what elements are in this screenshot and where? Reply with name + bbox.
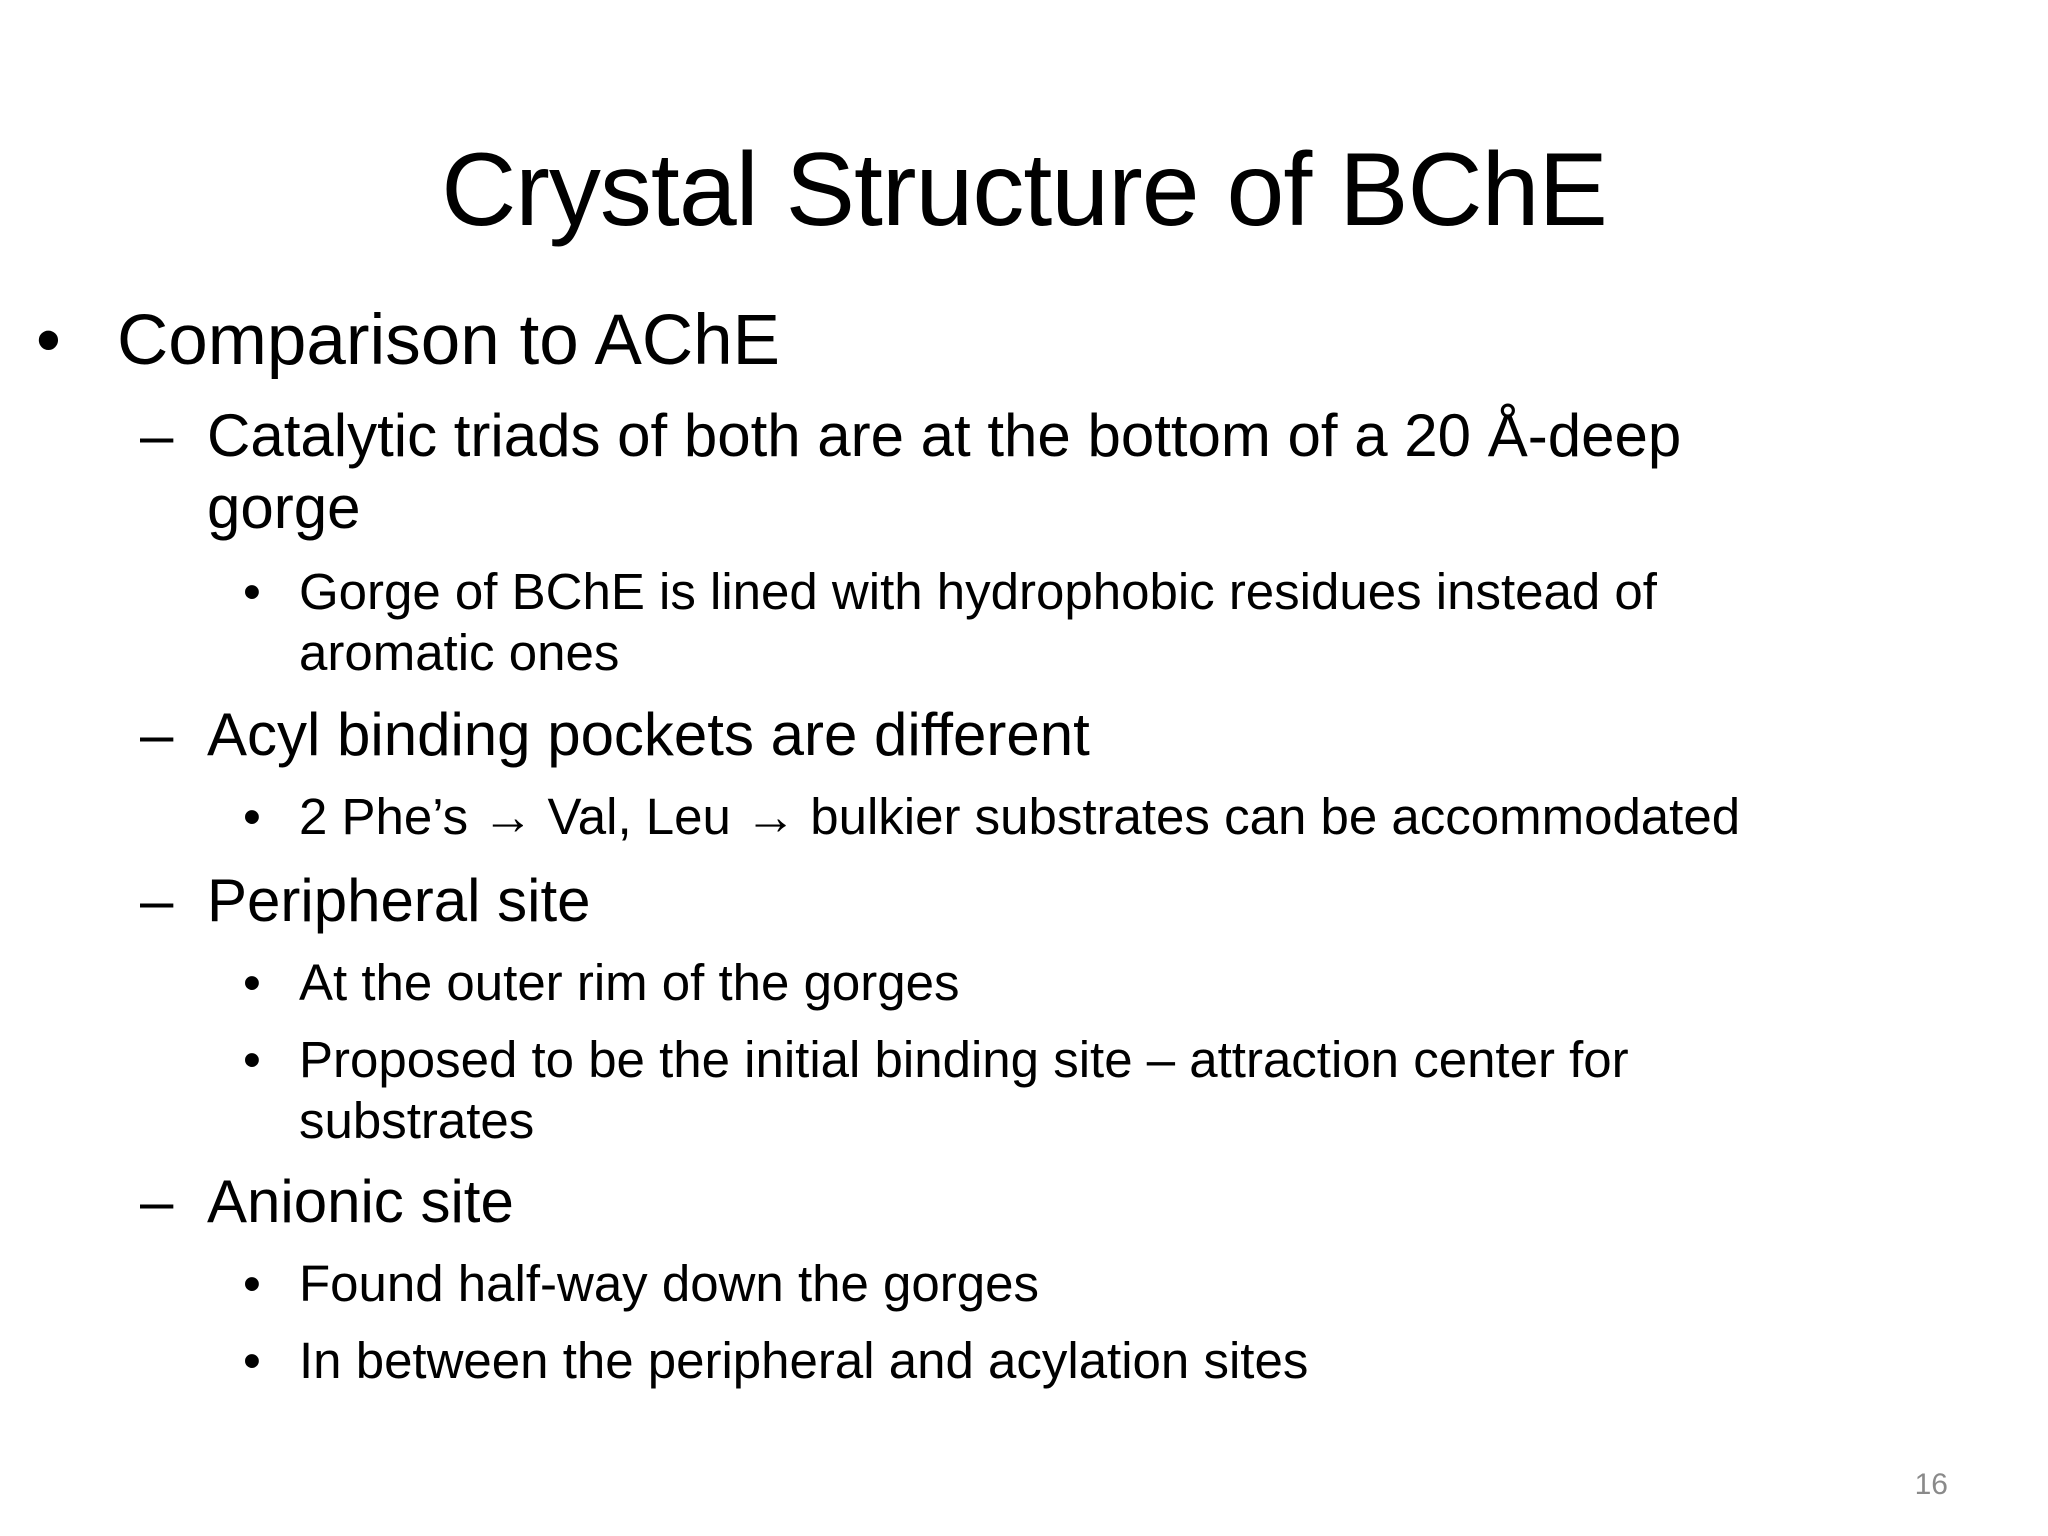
phe-part1: 2 Phe’s <box>299 788 469 845</box>
arrow-right-icon: → <box>482 788 534 845</box>
bullet-text: Comparison to AChE <box>117 301 780 380</box>
dash-marker: – <box>140 402 174 469</box>
subbullet-text: gorge <box>207 474 361 541</box>
phe-part2: Val, Leu <box>547 788 731 845</box>
slide-title: Crystal Structure of BChE <box>441 132 1607 248</box>
subsub-text: At the outer rim of the gorges <box>299 954 960 1011</box>
bullet-marker: • <box>243 954 261 1011</box>
dash-marker: – <box>140 1168 174 1235</box>
arrow-right-icon: → <box>745 788 797 845</box>
subsub-text: In between the peripheral and acylation sites <box>299 1332 1309 1389</box>
subbullet-text: Peripheral site <box>207 867 591 934</box>
subsub-text: Gorge of BChE is lined with hydrophobic residues instead of <box>299 563 1657 620</box>
phe-part3: bulkier substrates can be accommodated <box>810 788 1741 845</box>
bullet-marker: • <box>243 1031 261 1088</box>
page-number: 16 <box>1914 1468 1948 1501</box>
dash-marker: – <box>140 701 174 768</box>
subbullet-text: Catalytic triads of both are at the bottom of a 20 Å-deep <box>207 402 1682 469</box>
bullet-marker: • <box>243 788 261 845</box>
bullet-marker: • <box>36 301 61 380</box>
subsub-text: Found half-way down the gorges <box>299 1255 1039 1312</box>
subbullet-text: Anionic site <box>207 1168 514 1235</box>
bullet-marker: • <box>243 1255 261 1312</box>
subsub-text: Proposed to be the initial binding site – attraction center for <box>299 1031 1629 1088</box>
subsub-text: aromatic ones <box>299 624 620 681</box>
subsub-text-phe <box>299 786 1740 848</box>
subbullet-text: Acyl binding pockets are different <box>207 701 1090 768</box>
bullet-marker: • <box>243 563 261 620</box>
dash-marker: – <box>140 867 174 934</box>
subsub-text: substrates <box>299 1092 535 1149</box>
bullet-marker: • <box>243 1332 261 1389</box>
